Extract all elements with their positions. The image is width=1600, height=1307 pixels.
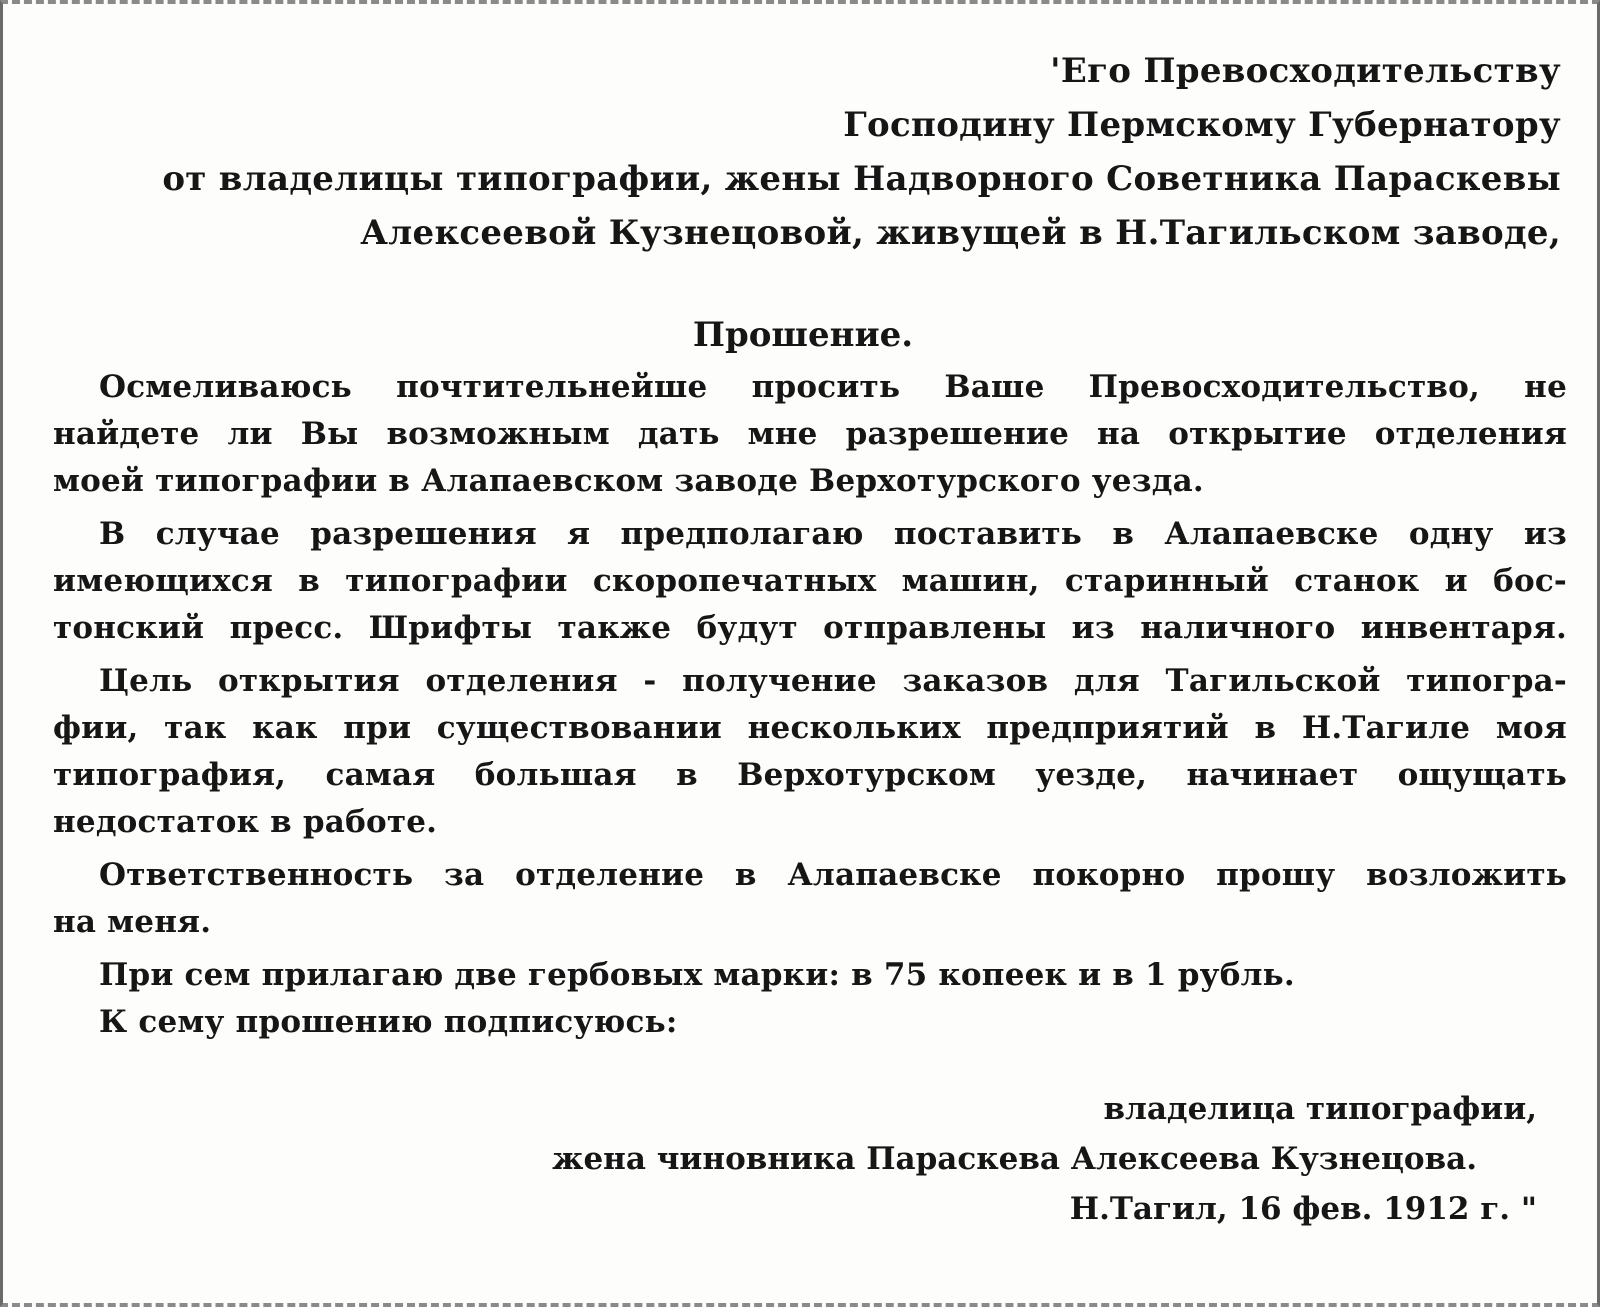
body-line: недостаток в работе. xyxy=(53,804,438,840)
body-line: При сем прилагаю две гербовых марки: в 75 копеек и в 1 рубль. xyxy=(99,957,1295,993)
document-title: Прошение. xyxy=(692,315,914,355)
body-line: Цель открытия отделения - получение заказов для Тагильской типогра- xyxy=(99,663,1567,699)
body-line: найдете ли Вы возможным дать мне разрешение на открытие отделения xyxy=(53,416,1567,452)
body-line: Ответственность за отделение в Алапаевске покорно прошу возложить xyxy=(99,857,1567,893)
addressee-line: Господину Пермскому Губернатору xyxy=(843,105,1561,145)
addressee-block xyxy=(61,44,1561,260)
addressee-line: 'Его Превосходительству xyxy=(1050,51,1561,91)
body-line: типография, самая большая в Верхотурском уезде, начинает ощущать xyxy=(53,757,1567,793)
addressee-line: от владелицы типографии, жены Надворного Советника Параскевы xyxy=(162,159,1561,199)
body-line: тонский пресс. Шрифты также будут отправлены из наличного инвентаря. xyxy=(53,610,1567,646)
body-line: имеющихся в типографии скоропечатных машин, старинный станок и бос- xyxy=(53,563,1567,599)
body-line: В случае разрешения я предполагаю поставить в Алапаевске одну из xyxy=(99,516,1567,552)
signature-date: Н.Тагил, 16 фев. 1912 г. " xyxy=(1069,1191,1537,1227)
body-line: К сему прошению подписуюсь: xyxy=(99,1004,678,1040)
signature-line: владелица типографии, xyxy=(1103,1091,1537,1127)
body-line: Осмеливаюсь почтительнейше просить Ваше Превосходительство, не xyxy=(99,369,1567,405)
body-line: фии, так как при существовании нескольких предприятий в Н.Тагиле моя xyxy=(53,710,1567,746)
petition-body xyxy=(53,364,1567,1046)
addressee-line: Алексеевой Кузнецовой, живущей в Н.Тагильском заводе, xyxy=(360,213,1561,253)
body-line: моей типографии в Алапаевском заводе Верхотурского уезда. xyxy=(53,463,1204,499)
signature-block xyxy=(137,1084,1537,1234)
signature-line: жена чиновника Параскева Алексеева Кузнецова. xyxy=(552,1141,1477,1177)
body-line: на меня. xyxy=(53,904,212,940)
